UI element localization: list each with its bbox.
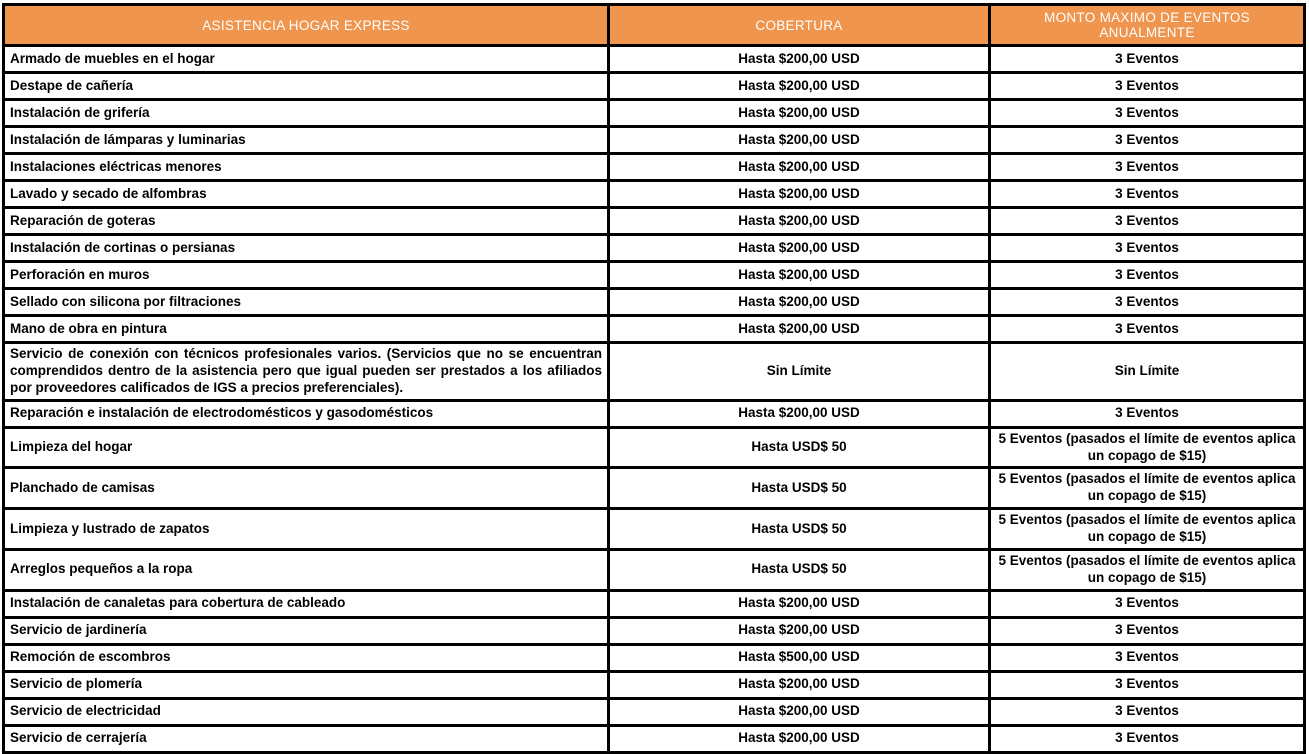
events-cell: 3 Eventos [990,154,1305,181]
events-cell: 3 Eventos [990,235,1305,262]
table-row [4,644,1305,671]
coverage-cell: Hasta USD$ 50 [609,549,990,590]
coverage-cell: Hasta $200,00 USD [609,235,990,262]
table-row [4,235,1305,262]
table-row [4,549,1305,590]
table-row [4,154,1305,181]
header-events: MONTO MAXIMO DE EVENTOS ANUALMENTE [990,5,1305,46]
table-row [4,725,1305,752]
coverage-cell: Hasta $200,00 USD [609,127,990,154]
events-cell: 3 Eventos [990,725,1305,752]
events-cell: 3 Eventos [990,73,1305,100]
service-cell: Sellado con silicona por filtraciones [4,289,609,316]
coverage-cell: Hasta $200,00 USD [609,671,990,698]
table-row [4,289,1305,316]
coverage-cell: Hasta $200,00 USD [609,590,990,617]
coverage-cell: Hasta $200,00 USD [609,262,990,289]
events-cell: 3 Eventos [990,400,1305,427]
service-cell: Limpieza del hogar [4,427,609,468]
coverage-cell: Hasta $200,00 USD [609,208,990,235]
table-row [4,698,1305,725]
table-row [4,262,1305,289]
events-cell: 5 Eventos (pasados el límite de eventos aplica un copago de $15) [990,468,1305,509]
table-row [4,427,1305,468]
table-row [4,181,1305,208]
events-cell: 5 Eventos (pasados el límite de eventos aplica un copago de $15) [990,427,1305,468]
table-body [4,46,1305,753]
table-row [4,46,1305,73]
events-cell: 3 Eventos [990,617,1305,644]
events-cell: 3 Eventos [990,181,1305,208]
coverage-cell: Hasta $200,00 USD [609,289,990,316]
service-cell: Armado de muebles en el hogar [4,46,609,73]
service-cell: Servicio de conexión con técnicos profesionales varios. (Servicios que no se encuentran comprendidos dentro de la asistencia pero que igual pueden ser prestados a los afiliados por proveedores calificados de IGS a precios preferenciales). [4,343,609,401]
service-cell: Instalación de grifería [4,100,609,127]
header-service: ASISTENCIA HOGAR EXPRESS [4,5,609,46]
table-row [4,73,1305,100]
service-cell: Servicio de cerrajería [4,725,609,752]
coverage-cell: Hasta $200,00 USD [609,73,990,100]
events-cell: 3 Eventos [990,208,1305,235]
service-cell: Limpieza y lustrado de zapatos [4,509,609,550]
events-cell: 3 Eventos [990,671,1305,698]
service-cell: Reparación de goteras [4,208,609,235]
page [0,3,1309,746]
service-cell: Servicio de electricidad [4,698,609,725]
coverage-cell: Hasta $200,00 USD [609,400,990,427]
events-cell: 3 Eventos [990,127,1305,154]
service-cell: Reparación e instalación de electrodomésticos y gasodomésticos [4,400,609,427]
service-cell: Remoción de escombros [4,644,609,671]
coverage-cell: Hasta $200,00 USD [609,698,990,725]
coverage-cell: Hasta USD$ 50 [609,427,990,468]
events-cell: 5 Eventos (pasados el límite de eventos aplica un copago de $15) [990,549,1305,590]
table-row [4,208,1305,235]
table-row [4,127,1305,154]
coverage-cell: Hasta $200,00 USD [609,100,990,127]
service-cell: Perforación en muros [4,262,609,289]
events-cell: 3 Eventos [990,262,1305,289]
table-row [4,468,1305,509]
table-row [4,316,1305,343]
header-coverage: COBERTURA [609,5,990,46]
table-row [4,400,1305,427]
events-cell: 3 Eventos [990,100,1305,127]
service-cell: Servicio de jardinería [4,617,609,644]
coverage-cell: Hasta USD$ 50 [609,509,990,550]
events-cell: 5 Eventos (pasados el límite de eventos aplica un copago de $15) [990,509,1305,550]
service-cell: Servicio de plomería [4,671,609,698]
coverage-cell: Hasta $200,00 USD [609,46,990,73]
table-row [4,671,1305,698]
table-row [4,590,1305,617]
service-cell: Arreglos pequeños a la ropa [4,549,609,590]
service-cell: Destape de cañería [4,73,609,100]
service-cell: Lavado y secado de alfombras [4,181,609,208]
service-cell: Mano de obra en pintura [4,316,609,343]
table-row [4,509,1305,550]
header-row [4,5,1305,46]
events-cell: 3 Eventos [990,644,1305,671]
table-row [4,343,1305,401]
table-header [4,5,1305,46]
coverage-cell: Hasta $200,00 USD [609,154,990,181]
coverage-cell: Sin Límite [609,343,990,401]
events-cell: 3 Eventos [990,289,1305,316]
service-cell: Planchado de camisas [4,468,609,509]
service-cell: Instalación de cortinas o persianas [4,235,609,262]
coverage-cell: Hasta USD$ 50 [609,468,990,509]
coverage-cell: Hasta $500,00 USD [609,644,990,671]
coverage-cell: Hasta $200,00 USD [609,181,990,208]
service-cell: Instalación de lámparas y luminarias [4,127,609,154]
coverage-cell: Hasta $200,00 USD [609,617,990,644]
events-cell: 3 Eventos [990,590,1305,617]
service-cell: Instalación de canaletas para cobertura de cableado [4,590,609,617]
table-row [4,100,1305,127]
table-row [4,617,1305,644]
events-cell: 3 Eventos [990,316,1305,343]
coverage-cell: Hasta $200,00 USD [609,725,990,752]
coverage-cell: Hasta $200,00 USD [609,316,990,343]
events-cell: Sin Límite [990,343,1305,401]
events-cell: 3 Eventos [990,698,1305,725]
service-cell: Instalaciones eléctricas menores [4,154,609,181]
benefits-table [2,3,1306,754]
events-cell: 3 Eventos [990,46,1305,73]
